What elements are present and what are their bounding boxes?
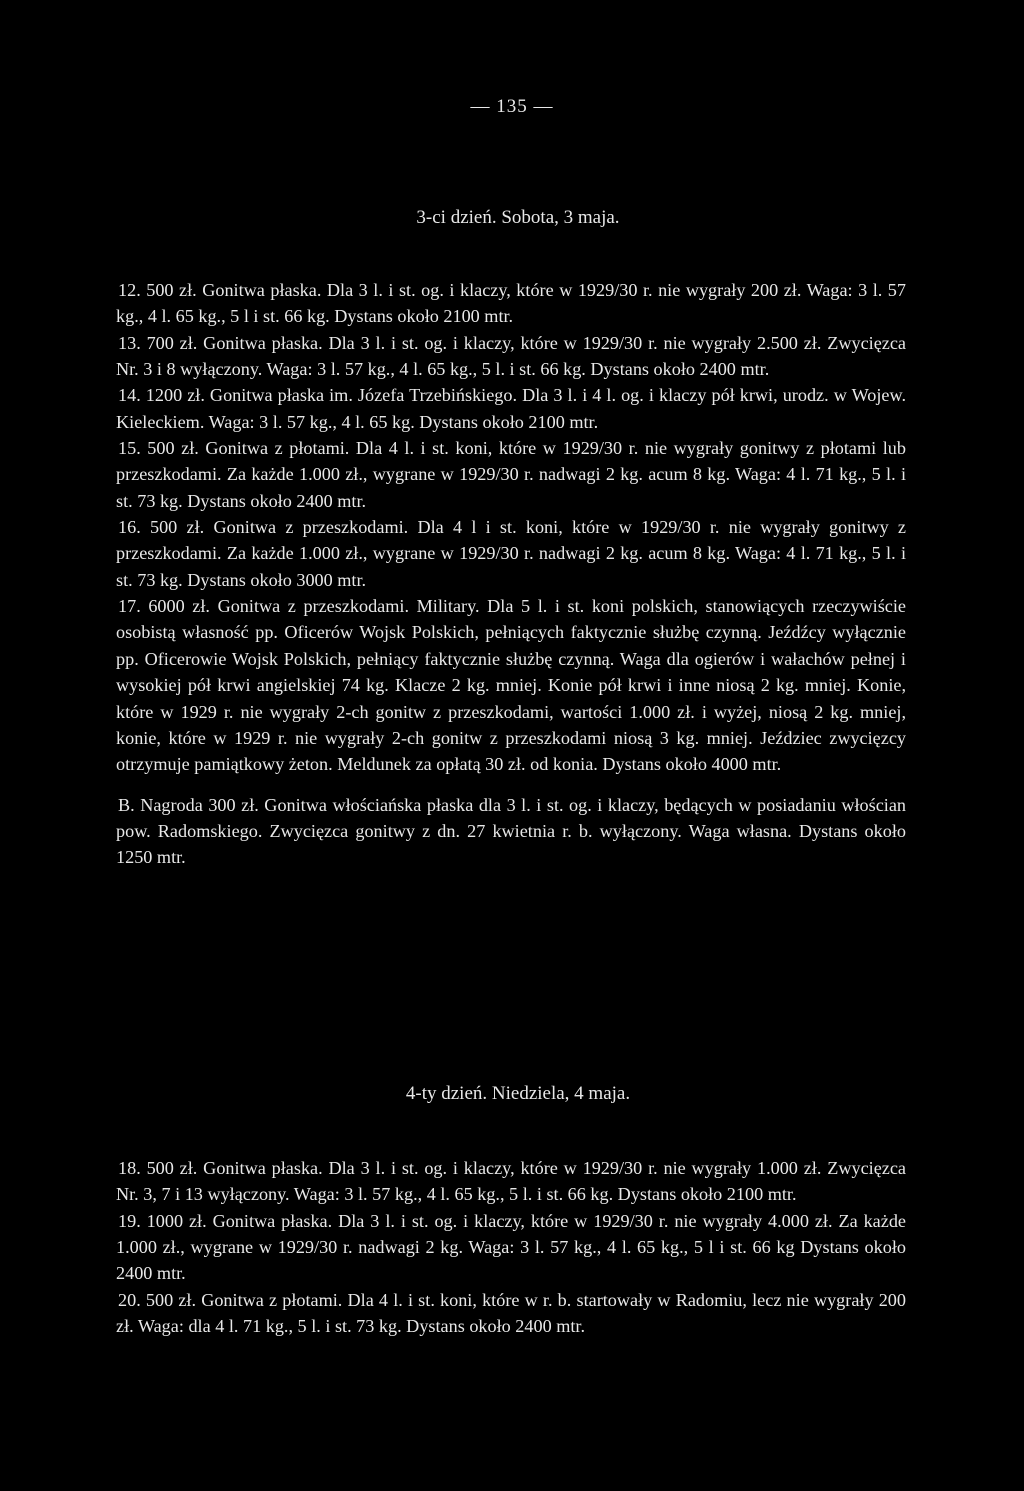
- page-number: — 135 —: [470, 96, 554, 117]
- race-20-paragraph: 20. 500 zł. Gonitwa z płotami. Dla 4 l. i st. koni, które w r. b. startowały w Radomiu, lecz nie wygrały 200 zł. Waga: dla 4 l. 71 kg., 5 l. i st. 73 kg. Dystans około 2400 mtr.: [116, 1289, 906, 1337]
- race-18-paragraph: 18. 500 zł. Gonitwa płaska. Dla 3 l. i st. og. i klaczy, które w 1929/30 r. nie wygrały 1.000 zł. Zwycięzca Nr. 3, 7 i 13 wyłączony. Waga: 3 l. 57 kg., 4 l. 65 kg., 5 l. i st. 66 kg. Dystans około 2100 mtr.: [116, 1158, 906, 1205]
- day-3-section: [116, 205, 906, 871]
- section-title: 3-ci dzień. Sobota, 3 maja.: [416, 207, 620, 228]
- race-16-paragraph: 16. 500 zł. Gonitwa z przeszkodami. Dla 4 l i st. koni, które w 1929/30 r. nie wygrały gonitwy z przeszkodami. Za każde 1.000 zł., wygrane w 1929/30 r. nadwagi 2 kg. acum 8 kg. Waga: 4 l. 71 kg., 5 l. i st. 73 kg. Dystans około 3000 mtr.: [116, 517, 906, 590]
- race-15-paragraph: 15. 500 zł. Gonitwa z płotami. Dla 4 l. i st. koni, które w 1929/30 r. nie wygrały gonitwy z płotami lub przeszkodami. Za każde 1.000 zł., wygrane w 1929/30 r. nadwagi 2 kg. acum 8 kg. Waga: 4 l. 71 kg., 5 l. i st. 73 kg. Dystans około 2400 mtr.: [116, 438, 906, 511]
- race-13-paragraph: 13. 700 zł. Gonitwa płaska. Dla 3 l. i st. og. i klaczy, które w 1929/30 r. nie wygrały 2.500 zł. Zwycięzca Nr. 3 i 8 wyłączony. Waga: 3 l. 57 kg., 4 l. 65 kg., 5 l. i st. 66 kg. Dystans około 2400 mtr.: [116, 332, 906, 380]
- race-b-paragraph: B. Nagroda 300 zł. Gonitwa włościańska płaska dla 3 l. i st. og. i klaczy, będących w posiadaniu włościan pow. Radomskiego. Zwycięzca gonitwy z dn. 27 kwietnia r. b. wyłączony. Waga własna. Dystans około 1250 mtr.: [116, 794, 906, 868]
- day-4-section: [116, 1081, 906, 1339]
- race-14-paragraph: 14. 1200 zł. Gonitwa płaska im. Józefa Trzebińskiego. Dla 3 l. i 4 l. og. i klaczy pół krwi, urodz. w Wojew. Kieleckiem. Waga: 3 l. 57 kg., 4 l. 65 kg. Dystans około 2100 mtr.: [116, 385, 906, 432]
- race-17-paragraph: 17. 6000 zł. Gonitwa z przeszkodami. Military. Dla 5 l. i st. koni polskich, stanowiących rzeczywiście osobistą własność pp. Oficerów Wojsk Polskich, pełniących faktycznie służbę czynną. Jeźdźcy wyłącznie pp. Oficerowie Wojsk Polskich, pełniący faktycznie służbę czynną. Waga dla ogierów i wałachów pełnej i wysokiej pół krwi angielskiej 74 kg. Klacze 2 kg. mniej. Konie pół krwi i inne niosą 2 kg. mniej. Konie, które w 1929 r. nie wygrały 2-ch gonitw z przeszkodami, wartości 1.000 zł. i wyżej, niosą 2 kg. mniej, konie, które w 1929 r. nie wygrały 2-ch gonitw z przeszkodami niosą 3 kg. mniej. Jeździec zwycięzcy otrzymuje pamiątkowy żeton. Meldunek za opłatą 30 zł. od konia. Dystans około 4000 mtr.: [116, 596, 906, 775]
- section-title: 4-ty dzień. Niedziela, 4 maja.: [405, 1083, 631, 1104]
- race-19-paragraph: 19. 1000 zł. Gonitwa płaska. Dla 3 l. i st. og. i klaczy, które w 1929/30 r. nie wygrały 4.000 zł. Za każde 1.000 zł., wygrane w 1929/30 r. nadwagi 2 kg. Waga: 3 l. 57 kg., 4 l. 65 kg., 5 l i st. 66 kg Dystans około 2400 mtr.: [116, 1210, 906, 1284]
- race-12-paragraph: 12. 500 zł. Gonitwa płaska. Dla 3 l. i st. og. i klaczy, które w 1929/30 r. nie wygrały 200 zł. Waga: 3 l. 57 kg., 4 l. 65 kg., 5 l i st. 66 kg. Dystans około 2100 mtr.: [116, 280, 906, 327]
